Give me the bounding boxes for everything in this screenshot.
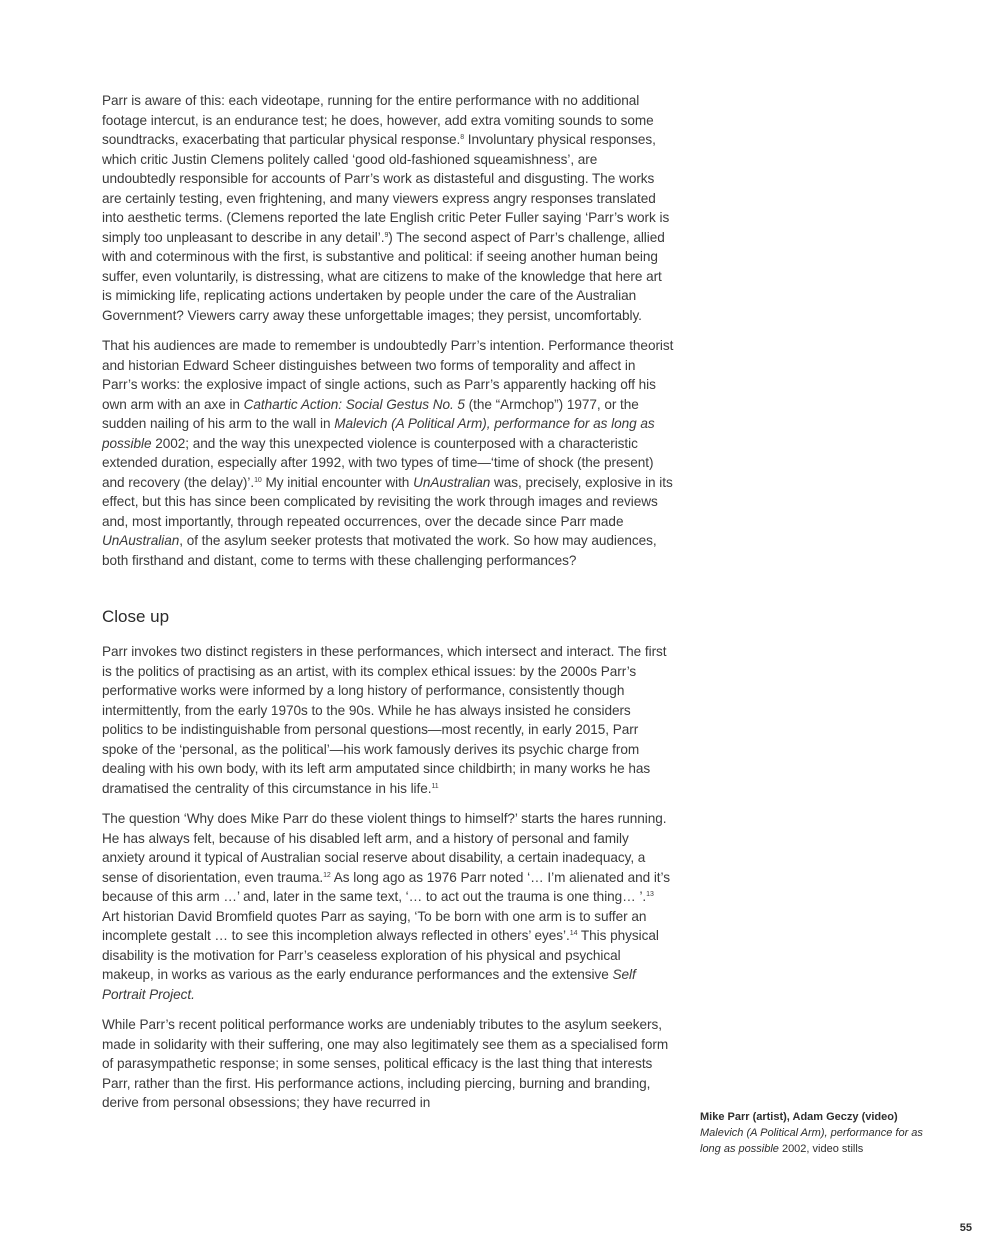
body-paragraph — [102, 336, 674, 570]
body-paragraph — [102, 642, 674, 798]
footnote-marker: 13 — [646, 891, 654, 898]
text-run: Art historian David Bromfield quotes Parr as saying, ‘To be born with one arm is to suffer an incomplete gestalt … to see this incompletion always reflected in others’ eyes’. — [102, 908, 647, 943]
caption-credit: Mike Parr (artist), Adam Geczy (video) — [700, 1111, 898, 1123]
footnote-marker: 8 — [460, 134, 465, 141]
text-run: While Parr’s recent political performance works are undeniably tributes to the asylum seekers, made in solidarity with their suffering, one may also legitimately see them as a specialised form of parasympathetic response; in some senses, political efficacy is the last thing that interests Parr, rather than the first. His performance actions, including piercing, burning and branding, derive from personal obsessions; they have recurred in — [102, 1017, 669, 1110]
main-text-column — [102, 91, 674, 1124]
footnote-marker: 11 — [431, 782, 439, 790]
text-run: This physical disability is the motivation for Parr’s ceaseless exploration of his physical and psychical makeup, in works as various as the early endurance performances and the extensive — [102, 928, 659, 982]
italic-title: Cathartic Action: Social Gestus No. 5 — [243, 396, 465, 412]
text-run: Involuntary physical responses, which critic Justin Clemens politely called ‘good old-fashioned squeamishness’, are undoubtedly responsible for accounts of Parr’s work as distasteful and disgusting. The works are certainly testing, even frightening, and many viewers express angry responses translated into aesthetic terms. (Clemens reported the late English critic Peter Fuller saying ‘Parr’s work is simply too unpleasant to describe in any detail’. — [102, 132, 670, 245]
body-paragraph — [102, 91, 674, 325]
italic-title: Malevich (A Political Arm), performance for as long as possible — [700, 1127, 923, 1155]
italic-title: UnAustralian — [413, 474, 491, 490]
image-caption — [700, 1109, 940, 1157]
page-number: 55 — [959, 1222, 972, 1234]
text-run: 2002; and the way this unexpected violence is counterposed with a characteristic extended duration, especially after 1992, with two types of time—‘time of shock (the present) and recovery (the delay)’. — [102, 435, 654, 490]
italic-title: Malevich (A Political Arm), performance for as long as possible — [102, 416, 655, 451]
italic-title: UnAustralian — [102, 533, 180, 548]
text-run: My initial encounter with — [261, 474, 414, 490]
text-run: ) The second aspect of Parr’s challenge, allied with and coterminous with the first, is substantive and political: if seeing another human being suffer, even voluntarily, is distressing, what are citizens to make of the knowledge that here art is mimicking life, replicating actions undertaken by people under the care of the Australian Government? Viewers carry away these unforgettable images; they persist, uncomfortably. — [102, 229, 665, 323]
text-run: was, precisely, explosive in its effect, but this has since been complicated by revisiting the work through images and reviews and, most importantly, through repeated occurrences, over the decade since Parr made — [102, 474, 673, 529]
text-run: Parr invokes two distinct registers in these performances, which intersect and interact. The first is the politics of practising as an artist, with its complex ethical issues: by the 2000s Parr’s performative works were informed by a long history of performance, consistently though intermittently, from the early 1970s to the 90s. While he has always insisted he considers politics to be indistinguishable from personal questions—most recently, in early 2015, Parr spoke of the ‘personal, as the political’—his work famously derives its psychic charge from dealing with his own body, with its left arm amputated since childbirth; in many works he has dramatised the centrality of this circumstance in his life. — [102, 644, 667, 796]
footnote-marker: 9 — [384, 231, 389, 239]
footnote-marker: 10 — [254, 476, 262, 484]
text-run: As long ago as 1976 Parr noted ‘… I’m alienated and it’s because of this arm …’ and, later in the same text, ‘… to act out the trauma is one thing… ’. — [102, 869, 670, 904]
footnote-marker: 14 — [569, 930, 578, 937]
italic-title: Self Portrait Project. — [102, 967, 636, 1002]
body-paragraph — [102, 1015, 674, 1113]
footnote-marker: 12 — [323, 871, 331, 879]
text-run: The question ‘Why does Mike Parr do these violent things to himself?’ starts the hares running. He has always felt, because of his disabled left arm, and a history of personal and family anxiety around it typical of Australian social reserve about disability, a certain inadequacy, a sense of disorientation, even trauma. — [102, 811, 667, 885]
text-run: (the “Armchop”) 1977, or the sudden nailing of his arm to the wall in — [102, 396, 639, 431]
text-run: Parr is aware of this: each videotape, running for the entire performance with no additional footage intercut, is an endurance test; he does, however, add extra vomiting sounds to some soundtracks, exacerbating that particular physical response. — [102, 93, 654, 147]
text-run: That his audiences are made to remember is undoubtedly Parr’s intention. Performance theorist and historian Edward Scheer distinguishes between two forms of temporality and affect in Parr’s works: the explosive impact of single actions, such as Parr’s apparently hacking off his own arm with an axe in — [102, 338, 674, 412]
text-run: 2002, video stills — [778, 1143, 864, 1155]
section-heading: Close up — [102, 607, 170, 626]
body-paragraph — [102, 809, 674, 1004]
text-run: , of the asylum seeker protests that motivated the work. So how may audiences, both firsthand and distant, come to terms with these challenging performances? — [102, 533, 657, 568]
